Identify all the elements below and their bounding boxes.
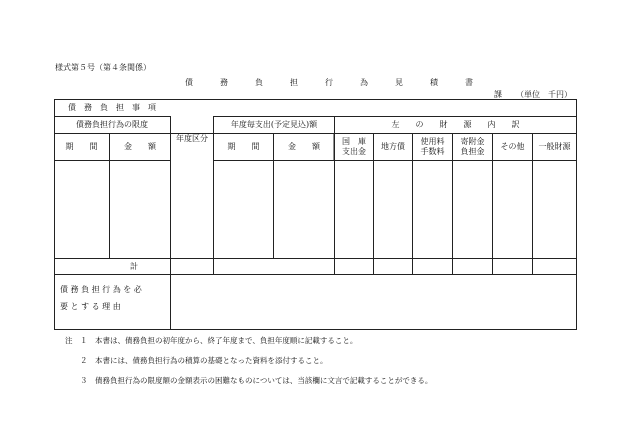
note-3: ３ 債務負担行為の限度額の金額表示の困難なものについては、当該欄に文言で記載することができる。 — [80, 376, 433, 385]
amount-header: 金 額 — [124, 142, 156, 151]
department-label: 課 — [494, 90, 502, 99]
annual-expense-header: 年度毎支出(予定見込)額 — [230, 120, 318, 129]
other-header: その他 — [500, 142, 525, 151]
note-2: ２ 本書には、債務負担行為の積算の基礎となった資料を添付すること。 — [80, 356, 328, 365]
annual-period-header: 期 間 — [227, 142, 260, 151]
year-division-header: 年度区分 — [176, 133, 208, 143]
donation-header: 寄附金 負担金 — [460, 137, 485, 156]
reason-label-line2: 要 と す る 理 由 — [60, 302, 121, 311]
title-char: 務 — [220, 78, 228, 87]
annual-amount-header: 金 額 — [288, 142, 320, 151]
title-char: 行 — [325, 78, 333, 87]
title-char: 書 — [465, 78, 473, 87]
funding-breakdown-header: 左 の 財 源 内 訳 — [391, 120, 520, 129]
fees-header: 使用料 手数料 — [420, 137, 445, 156]
total-row-label: 計 — [130, 261, 138, 271]
title-char: 為 — [360, 78, 368, 87]
local-bond-header: 地方債 — [381, 142, 405, 151]
unit-label: （単位 千円） — [516, 90, 572, 99]
period-header: 期 間 — [65, 142, 98, 151]
title-char: 負 — [255, 78, 263, 87]
title-char: 積 — [430, 78, 438, 87]
title-char: 見 — [395, 78, 403, 87]
general-funds-header: 一般財源 — [538, 142, 571, 151]
note-1: 注 １ 本書は、債務負担の初年度から、終了年度まで、負担年度順に記載すること。 — [65, 336, 358, 345]
title-char: 債 — [185, 78, 193, 87]
limit-header: 債務負担行為の限度 — [76, 120, 148, 129]
national-treasury-header: 国 庫 支出金 — [342, 137, 366, 156]
form-number: 様式第５号（第４条関係） — [55, 63, 151, 72]
title-char: 担 — [290, 78, 298, 87]
reason-label-line1: 債 務 負 担 行 為 を 必 — [60, 285, 142, 294]
debt-item-header: 債 務 負 担 事 項 — [68, 103, 156, 112]
